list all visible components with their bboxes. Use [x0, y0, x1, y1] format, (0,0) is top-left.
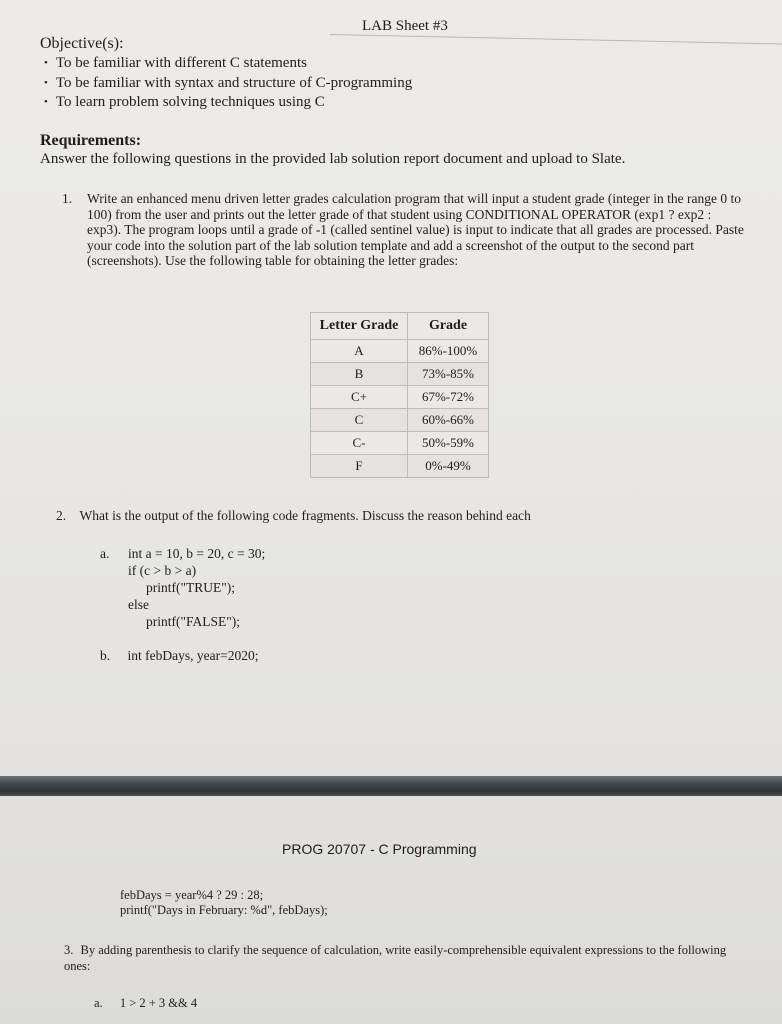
- question-1-text: Write an enhanced menu driven letter grades calculation program that will input a student grade (integer in the range 0 to 100) from the user and prints out the letter grade of that student using CONDITIONAL OPERATOR (exp1 ? exp2 : exp3). The program loops until a grade of -1 (called sentinel value) is input to indicate that all grades are processed. Paste your code into the solution part of the lab solution template and add a screenshot of the output to the second part (screenshots). Use the following table for obtaining the letter grades:: [87, 191, 744, 268]
- code-line: printf("FALSE");: [146, 614, 241, 629]
- code-line: int a = 10, b = 20, c = 30;: [128, 546, 266, 561]
- page-break-bar: [0, 776, 782, 798]
- objective-item: • To be familiar with syntax and structure of C-programming: [44, 75, 413, 91]
- sub-question-a: [94, 996, 197, 1011]
- letter-cell: C+: [311, 386, 408, 409]
- letter-cell: C-: [311, 432, 408, 455]
- code-line: else: [128, 597, 149, 612]
- objectives-heading: Objective(s):: [40, 35, 124, 52]
- question-number: 1.: [62, 191, 73, 206]
- letter-cell: A: [311, 340, 408, 363]
- objective-item: • To learn problem solving techniques using C: [44, 94, 325, 110]
- grade-range-cell: 67%-72%: [408, 386, 489, 409]
- table-row: [311, 409, 489, 432]
- code-line: int febDays, year=2020;: [127, 648, 259, 663]
- objective-item: • To be familiar with different C statements: [44, 55, 307, 71]
- lab-sheet-page-2: [0, 796, 782, 1024]
- bullet-icon: •: [44, 77, 48, 89]
- letter-cell: C: [311, 409, 408, 432]
- table-row: [311, 432, 489, 455]
- course-header: PROG 20707 - C Programming: [282, 841, 477, 857]
- grade-range-cell: 86%-100%: [408, 340, 489, 363]
- header-rule: [330, 34, 782, 44]
- question-number: 2.: [56, 508, 67, 523]
- grade-range-cell: 50%-59%: [408, 432, 489, 455]
- grade-range-cell: 60%-66%: [408, 409, 489, 432]
- code-line: febDays = year%4 ? 29 : 28;: [120, 888, 264, 902]
- question-3: [64, 942, 744, 974]
- letter-cell: F: [311, 455, 408, 478]
- letter-cell: B: [311, 363, 408, 386]
- table-header-row: [311, 313, 489, 340]
- sub-label-a: a.: [100, 546, 110, 561]
- column-header-grade: Grade: [408, 313, 489, 340]
- question-2: [56, 508, 531, 524]
- question-2-text: What is the output of the following code fragments. Discuss the reason behind each: [79, 508, 531, 523]
- code-line: if (c > b > a): [128, 563, 197, 578]
- code-line: printf("TRUE");: [146, 580, 236, 595]
- table-row: [311, 363, 489, 386]
- question-number: 3.: [64, 943, 74, 957]
- grade-range-cell: 73%-85%: [408, 363, 489, 386]
- question-3-text: By adding parenthesis to clarify the sequence of calculation, write easily-comprehensible equivalent expressions to the following ones:: [64, 943, 727, 973]
- expression: 1 > 2 + 3 && 4: [119, 996, 198, 1010]
- bullet-icon: •: [44, 96, 48, 108]
- table-row: [311, 455, 489, 478]
- sub-label-a: a.: [94, 996, 103, 1010]
- sub-label-b: b.: [100, 648, 111, 663]
- requirements-heading: Requirements:: [40, 132, 142, 149]
- page-title: LAB Sheet #3: [362, 18, 448, 34]
- bullet-icon: •: [44, 57, 48, 69]
- letter-grade-table: [310, 312, 489, 478]
- requirements-text: Answer the following questions in the provided lab solution report document and upload to Slate.: [40, 151, 626, 167]
- table-row: [311, 340, 489, 363]
- table-row: [311, 386, 489, 409]
- grade-range-cell: 0%-49%: [408, 455, 489, 478]
- column-header-letter: Letter Grade: [311, 313, 408, 340]
- code-line: printf("Days in February: %d", febDays);: [120, 903, 328, 917]
- sub-question-b: [100, 648, 258, 664]
